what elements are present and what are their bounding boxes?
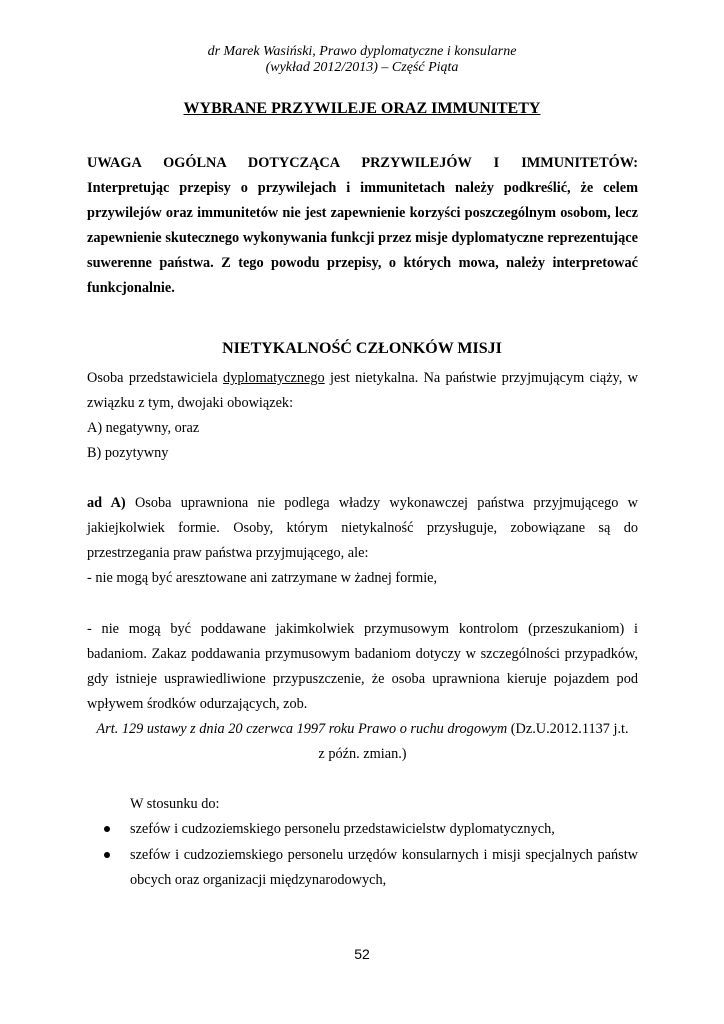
running-header [0, 44, 724, 76]
bullet-icon [104, 826, 110, 832]
citation-line-1 [87, 717, 638, 742]
list-item-a: A) negatywny, oraz [87, 420, 200, 436]
intro-paragraph [87, 366, 638, 416]
section-title: NIETYKALNOŚĆ CZŁONKÓW MISJI [222, 340, 502, 357]
dash-item-2: - nie mogą być poddawane jakimkolwiek przymusowym kontrolom (przeszukaniom) i badaniom. Zakaz poddawania przymusowym badaniom dotyczy w szczególności przypadków, gdy istnieje usprawiedliwione przypuszczenie, że osoba uprawniona kieruje pojazdem pod wpływem środków odurzających, zob. [87, 621, 638, 712]
ad-a-label: ad A) [87, 495, 126, 511]
list-item-b: B) pozytywny [87, 445, 169, 461]
bullet-icon [104, 852, 110, 858]
w-stosunku-label: W stosunku do: [130, 796, 220, 812]
header-line-2: (wykład 2012/2013) – Część Piąta [265, 60, 459, 75]
general-note-body: Interpretując przepisy o przywilejach i immunitetach należy podkreślić, że celem przywilejów oraz immunitetów nie jest zapewnienie korzyści poszczególnym osobom, lecz zapewnienie skutecznego wykonywania funkcji przez misje dyplomatyczne reprezentujące suwerenne państwa. Z tego powodu przepisy, o których mowa, należy interpretować funkcjonalnie. [87, 180, 638, 296]
ad-a-paragraph [87, 491, 638, 566]
page-number: 52 [354, 946, 370, 962]
citation-line-2: z późn. zmian.) [318, 746, 407, 762]
bullet-text-1: szefów i cudzoziemskiego personelu przedstawicielstw dyplomatycznych, [130, 821, 555, 837]
intro-link[interactable]: dyplomatycznego [223, 370, 325, 386]
intro-text-1: Osoba przedstawiciela [87, 370, 224, 386]
general-note [87, 151, 638, 301]
citation-italic: Art. 129 ustawy z dnia 20 czerwca 1997 roku Prawo o ruchu drogowym [96, 721, 508, 737]
bullet-text-2: szefów i cudzoziemskiego personelu urzędów konsularnych i misji specjalnych państw obcych oraz organizacji międzynarodowych, [130, 847, 638, 888]
intro-text-2: jest nietykalna. Na państwie przyjmującym ciąży, w związku z tym, dwojaki obowiązek: [87, 370, 638, 411]
general-note-heading [87, 151, 638, 176]
bullet-item-1 [104, 817, 638, 842]
citation-normal: (Dz.U.2012.1137 j.t. [507, 721, 629, 737]
general-note-heading-text: UWAGA OGÓLNA DOTYCZĄCA PRZYWILEJÓW I IMMUNITETÓW: [87, 155, 638, 171]
header-line-1: dr Marek Wasiński, Prawo dyplomatyczne i konsularne [207, 44, 517, 59]
dash-item-1: - nie mogą być aresztowane ani zatrzymane w żadnej formie, [87, 570, 438, 586]
bullet-item-2 [104, 843, 638, 893]
ad-a-text: Osoba uprawniona nie podlega władzy wykonawczej państwa przyjmującego w jakiejkolwiek formie. Osoby, którym nietykalność przysługuje, zobowiązane są do przestrzegania praw państwa przyjmującego, ale: [87, 495, 638, 561]
page-title: WYBRANE PRZYWILEJE ORAZ IMMUNITETY [183, 100, 541, 117]
